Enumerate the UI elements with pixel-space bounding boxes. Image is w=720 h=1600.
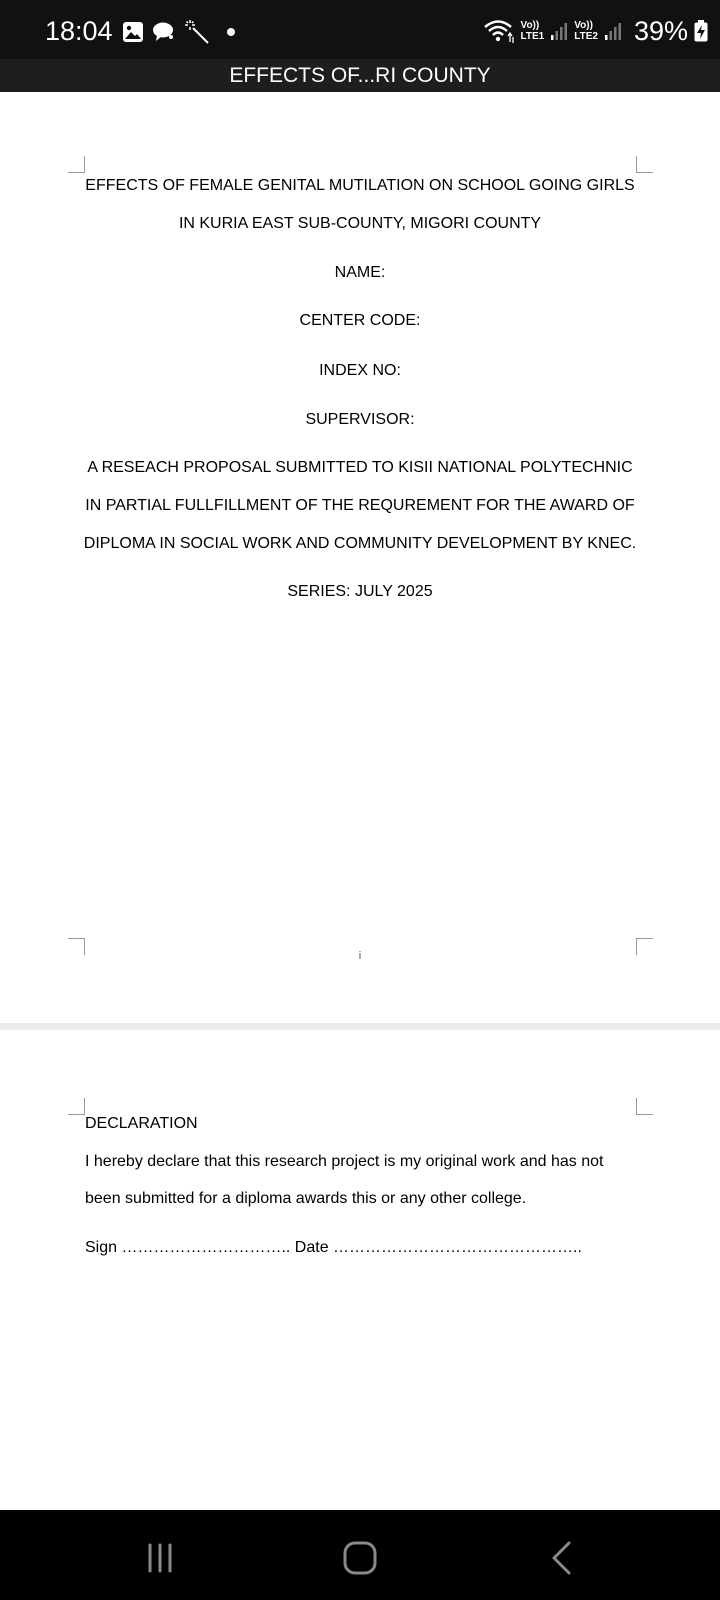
index-no-field: INDEX NO:	[319, 362, 401, 379]
navigation-bar	[0, 1510, 720, 1600]
battery-charging-icon	[694, 20, 708, 42]
declaration-body-line-1: I hereby declare that this research project is my original work and has not	[85, 1153, 604, 1170]
document-title: EFFECTS OF...RI COUNTY	[229, 64, 491, 87]
back-button[interactable]	[540, 1538, 584, 1582]
page-number: i	[358, 950, 362, 962]
chat-bubble-icon	[152, 21, 176, 43]
home-icon	[342, 1540, 378, 1581]
magic-wand-icon	[184, 19, 210, 45]
status-right-icons	[483, 14, 708, 48]
margin-corner-top-right	[636, 156, 653, 173]
margin-corner-top-right	[636, 1098, 653, 1115]
home-button[interactable]	[338, 1538, 382, 1582]
title-line-2: IN KURIA EAST SUB-COUNTY, MIGORI COUNTY	[178, 215, 542, 232]
name-field: NAME:	[334, 264, 386, 281]
wifi-icon	[483, 18, 515, 44]
gallery-icon	[122, 21, 144, 43]
dot-icon	[226, 27, 236, 37]
proposal-line-2: IN PARTIAL FULLFILLMENT OF THE REQUREMENT FOR THE AWARD OF	[85, 497, 635, 514]
document-title-bar[interactable]	[0, 59, 720, 92]
sim2-lte-label: Vo)) LTE2	[574, 20, 598, 42]
declaration-heading: DECLARATION	[85, 1115, 198, 1132]
proposal-line-3: DIPLOMA IN SOCIAL WORK AND COMMUNITY DEVELOPMENT BY KNEC.	[83, 535, 637, 552]
signal-icon-sim2	[604, 21, 622, 41]
battery-percent: 39%	[633, 16, 688, 46]
declaration-body-line-2: been submitted for a diploma awards this or any other college.	[85, 1190, 527, 1207]
signal-icon-sim1	[550, 21, 568, 41]
sim1-lte-label: Vo)) LTE1	[520, 20, 545, 42]
supervisor-field: SUPERVISOR:	[305, 411, 415, 428]
status-bar	[0, 0, 720, 59]
margin-corner-top-left	[68, 156, 85, 173]
status-time: 18:04	[45, 16, 113, 46]
document-page-2[interactable]	[0, 1030, 720, 1510]
recent-apps-button[interactable]	[138, 1538, 182, 1582]
back-icon	[547, 1540, 577, 1581]
notification-icons	[122, 18, 236, 46]
series-line: SERIES: JULY 2025	[287, 583, 433, 600]
margin-corner-top-left	[68, 1098, 85, 1115]
document-page-1[interactable]	[0, 92, 720, 1023]
title-line-1: EFFECTS OF FEMALE GENITAL MUTILATION ON SCHOOL GOING GIRLS	[85, 177, 635, 194]
sign-date-line: Sign ………………………….. Date ………………………………………..	[85, 1239, 582, 1256]
recent-apps-icon	[143, 1541, 177, 1580]
proposal-line-1: A RESEACH PROPOSAL SUBMITTED TO KISII NATIONAL POLYTECHNIC	[87, 459, 633, 476]
center-code-field: CENTER CODE:	[299, 312, 421, 329]
